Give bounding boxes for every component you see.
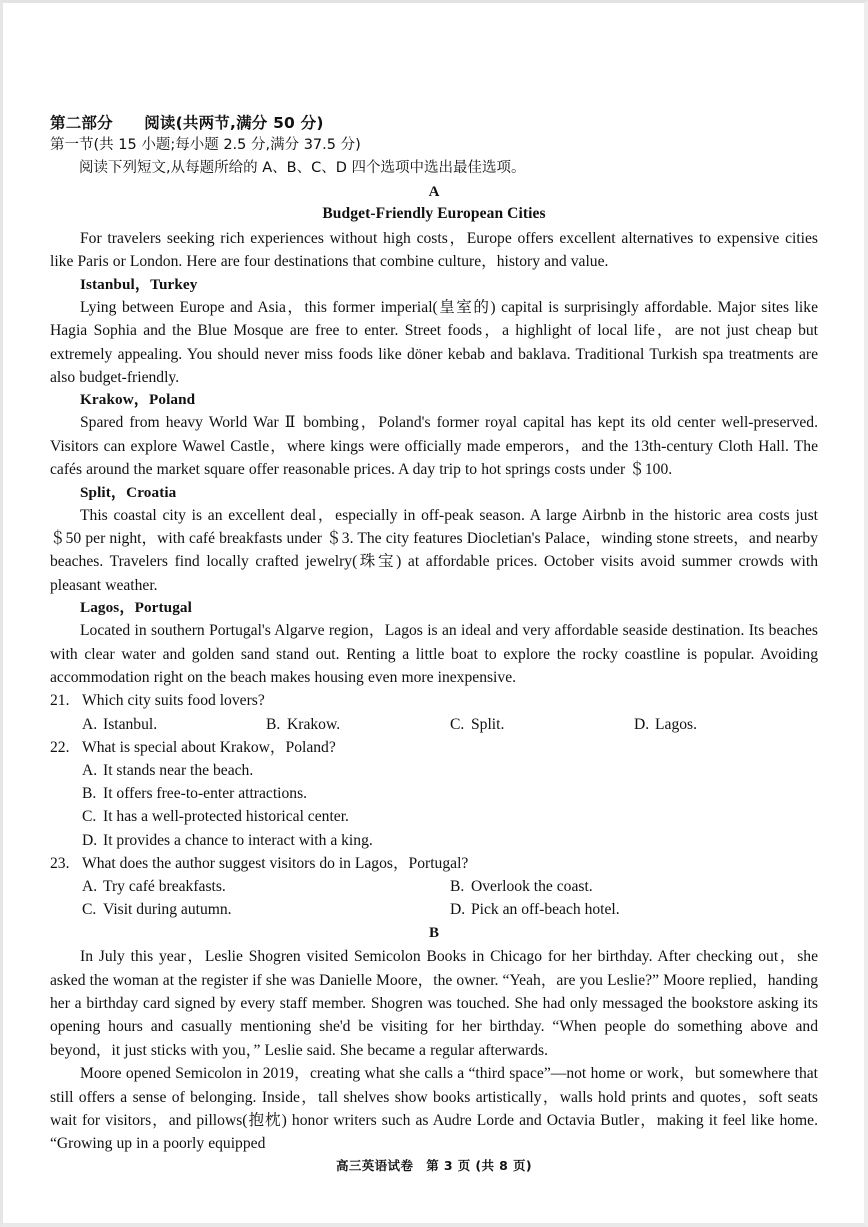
question-22-stem-row xyxy=(50,736,818,759)
option-23-c[interactable] xyxy=(82,898,450,921)
passage-a-title: Budget-Friendly European Cities xyxy=(322,205,546,223)
option-21-c[interactable] xyxy=(450,713,634,736)
passage-a-intro: For travelers seeking rich experiences without high costs，Europe offers excellent alternatives to expensive cities like Paris or London. Here are four destinations that combine culture，history and value. xyxy=(50,229,818,271)
passage-b-letter: B xyxy=(428,925,439,942)
question-23-options-row-1 xyxy=(82,875,818,898)
option-22-b-label: B. xyxy=(82,785,97,803)
question-22 xyxy=(50,736,818,852)
city-heading-istanbul: Istanbul，Turkey xyxy=(80,275,198,293)
option-21-c-text: Split. xyxy=(471,715,505,733)
question-21-stem-row xyxy=(50,689,818,712)
option-23-b-label: B. xyxy=(450,878,465,896)
option-21-d-text: Lagos. xyxy=(655,715,698,733)
option-22-c-text: It has a well-protected historical center. xyxy=(103,808,349,826)
city-body-split: This coastal city is an excellent deal，especially in off-peak season. A large Airbnb in the historic area costs just ＄50 per night，with café breakfasts under ＄3. The city features Diocletian's Palace，winding stone streets，and nearby beaches. Travelers find locally crafted jewelry(珠宝) at affordable prices. October visits avoid summer crowds with pleasant weather. xyxy=(50,506,818,594)
option-23-b[interactable] xyxy=(450,875,818,898)
passage-a-letter: A xyxy=(428,183,440,200)
city-body-krakow: Spared from heavy World War Ⅱ bombing，Poland's former royal capital has kept its old center well-preserved. Visitors can explore Wawel Castle，where kings were officially made emperors，and the 13th-century Cloth Hall. The cafés around the market square offer reasonable prices. A day trip to hot springs costs under ＄100. xyxy=(50,414,818,479)
option-23-c-label: C. xyxy=(82,901,97,919)
option-22-a-text: It stands near the beach. xyxy=(103,762,254,780)
option-23-b-text: Overlook the coast. xyxy=(471,878,593,896)
question-21-options xyxy=(82,713,818,736)
option-23-d[interactable] xyxy=(450,898,818,921)
option-22-b-text: It offers free-to-enter attractions. xyxy=(103,785,308,803)
option-21-d-label: D. xyxy=(634,715,650,733)
option-22-a[interactable] xyxy=(82,759,818,782)
option-22-b[interactable] xyxy=(82,782,818,805)
option-23-a-text: Try café breakfasts. xyxy=(103,878,226,896)
option-22-a-label: A. xyxy=(82,762,98,780)
page-footer: 高三英语试卷 第 3 页 (共 8 页) xyxy=(335,1158,533,1173)
option-21-c-label: C. xyxy=(450,715,465,733)
question-23-options-row-2 xyxy=(82,898,818,921)
passage-b-paragraph-1: In July this year，Leslie Shogren visited Semicolon Books in Chicago for her birthday. After checking out，she asked the woman at the register if she was Danielle Moore，the owner. “Yeah，are you Leslie?” Moore replied，handing her a birthday card signed by every staff member. Shogren was touched. She had only messaged the bookstore asking its opening hours and casually mentioning she'd be visiting for her birthday. “When people do something above and beyond，it just sticks with you，” Leslie said. She became a regular afterwards. xyxy=(50,948,818,1059)
part-heading: 第二部分 阅读(共两节,满分 50 分) xyxy=(50,114,324,132)
question-22-option-c-row xyxy=(82,805,818,828)
question-23 xyxy=(50,852,818,922)
option-23-a[interactable] xyxy=(82,875,450,898)
option-22-d-text: It provides a chance to interact with a king. xyxy=(103,831,373,849)
question-22-option-d-row xyxy=(82,829,818,852)
city-heading-split: Split，Croatia xyxy=(80,483,177,501)
option-22-c[interactable] xyxy=(82,805,818,828)
city-body-lagos: Located in southern Portugal's Algarve region，Lagos is an ideal and very affordable seaside destination. Its beaches with clear water and golden sand stand out. Renting a little boat to explore the rocky coastline is popular. Avoiding accommodation right on the beach makes housing even more inexpensive. xyxy=(50,622,818,686)
option-23-d-label: D. xyxy=(450,901,466,919)
option-21-a-label: A. xyxy=(82,715,98,733)
option-21-b-text: Krakow. xyxy=(287,715,341,733)
question-23-text: What does the author suggest visitors do in Lagos，Portugal? xyxy=(82,854,469,872)
option-22-d[interactable] xyxy=(82,829,818,852)
option-21-d[interactable] xyxy=(634,713,818,736)
option-23-a-label: A. xyxy=(82,878,98,896)
question-21-number: 21. xyxy=(50,692,70,710)
question-21-text: Which city suits food lovers? xyxy=(82,692,265,710)
option-21-a-text: Istanbul. xyxy=(103,715,158,733)
exam-page-content xyxy=(50,112,818,1156)
city-body-istanbul: Lying between Europe and Asia，this former imperial(皇室的) capital is surprisingly affordable. Major sites like Hagia Sophia and the Blue Mosque are free to enter. Street foods，a highlight of local life，are not just cheap but extremely appealing. You should never miss foods like döner kebab and baklava. Traditional Turkish spa treatments are also budget-friendly. xyxy=(50,298,818,386)
section-instruction: 阅读下列短文,从每题所给的 A、B、C、D 四个选项中选出最佳选项。 xyxy=(79,160,526,177)
option-21-a[interactable] xyxy=(82,713,266,736)
option-21-b-label: B. xyxy=(266,715,281,733)
city-heading-krakow: Krakow，Poland xyxy=(80,391,196,409)
option-22-d-label: D. xyxy=(82,831,98,849)
question-22-option-a-row xyxy=(82,759,818,782)
option-21-b[interactable] xyxy=(266,713,450,736)
option-23-c-text: Visit during autumn. xyxy=(103,901,232,919)
question-22-text: What is special about Krakow，Poland? xyxy=(82,738,336,756)
section-heading: 第一节(共 15 小题;每小题 2.5 分,满分 37.5 分) xyxy=(50,137,361,154)
passage-b-paragraph-2: Moore opened Semicolon in 2019，creating what she calls a “third space”—not home or work，but somewhere that still offers a sense of belonging. Inside，tall shelves show books artistically，walls hold prints and quotes，soft seats wait for visitors，and pillows(抱枕) honor writers such as Audre Lorde and Octavia Butler，making it feel like home. “Growing up in a poorly equipped xyxy=(50,1065,818,1153)
option-23-d-text: Pick an off-beach hotel. xyxy=(471,901,620,919)
question-23-number: 23. xyxy=(50,854,70,872)
option-22-c-label: C. xyxy=(82,808,97,826)
question-21 xyxy=(50,689,818,735)
city-heading-lagos: Lagos，Portugal xyxy=(80,599,192,617)
question-22-option-b-row xyxy=(82,782,818,805)
question-23-stem-row xyxy=(50,852,818,875)
question-22-number: 22. xyxy=(50,738,70,756)
